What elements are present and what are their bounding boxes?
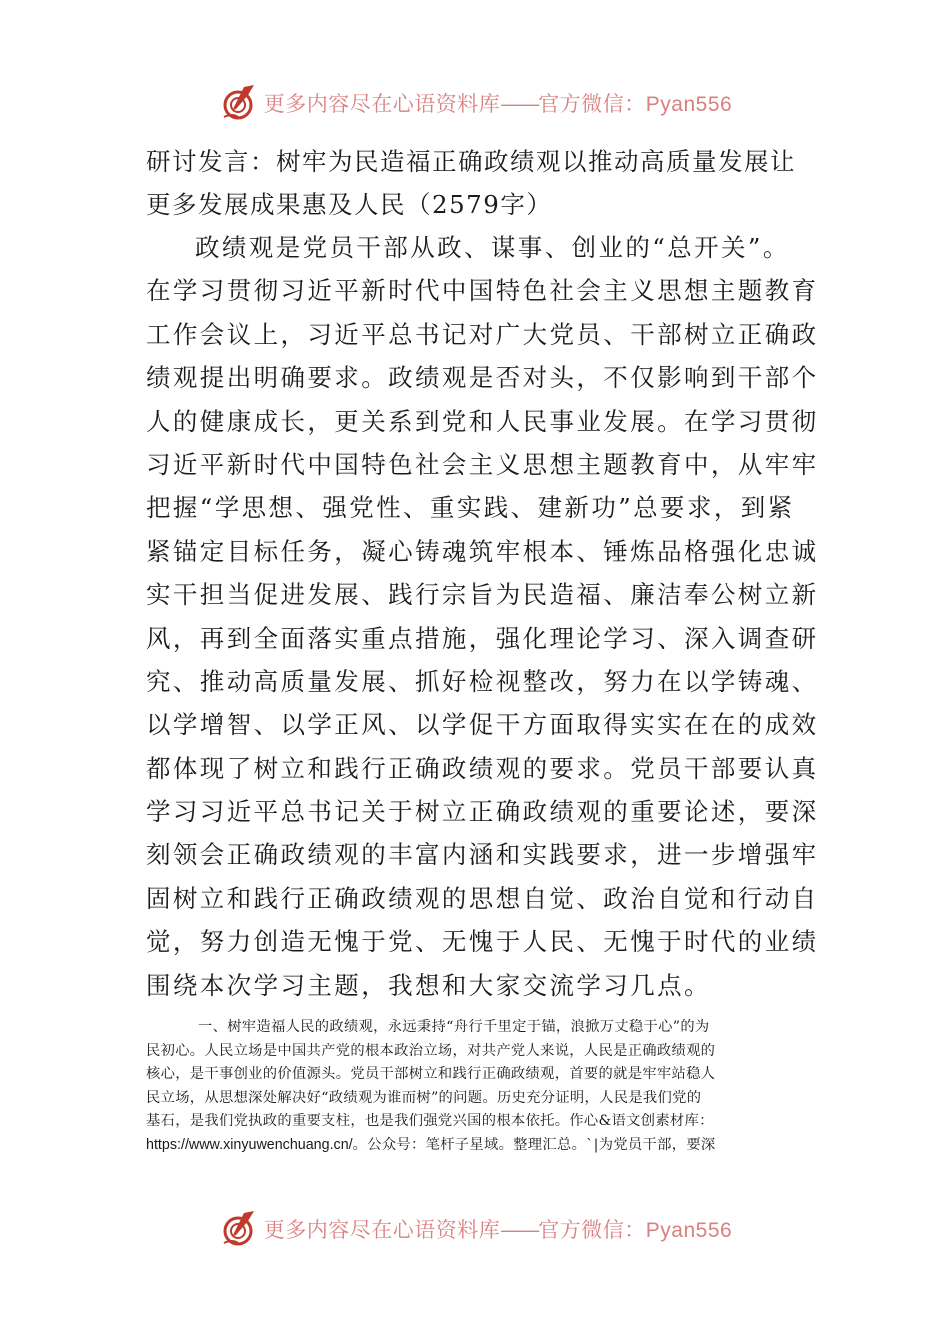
body-line: 风，再到全面落实重点措施，强化理论学习、深入调查研	[146, 623, 819, 653]
body-large-text	[146, 226, 826, 1007]
footer-banner	[0, 1204, 950, 1254]
banner-text	[264, 88, 732, 118]
banner-dash: ——	[500, 1218, 539, 1242]
body-line: 觉，努力创造无愧于党、无愧于人民、无愧于时代的业绩	[146, 927, 819, 957]
banner-main-text: 更多内容尽在心语资料库	[263, 92, 501, 116]
quill-logo-icon	[218, 1209, 258, 1249]
body-line: 学习习近平总书记关于树立正确政绩观的重要论述，要深	[146, 797, 819, 827]
small-line-last	[146, 1134, 811, 1158]
small-line: 民初心。人民立场是中国共产党的根本政治立场，对共产党人来说，人民是正确政绩观的	[146, 1042, 716, 1059]
body-line: 政绩观是党员干部从政、谋事、创业的“总开关”。	[195, 233, 790, 262]
body-line: 以学增智、以学正风、以学促干方面取得实实在在的成效	[146, 710, 819, 740]
banner-main-text: 更多内容尽在心语资料库	[263, 1218, 501, 1242]
small-line: 核心，是干事创业的价值源头。党员干部树立和践行正确政绩观，首要的就是牢牢站稳人	[146, 1066, 716, 1082]
body-line: 习近平新时代中国特色社会主义思想主题教育中，从牢牢	[146, 449, 819, 479]
header-banner	[0, 78, 950, 128]
body-small-text	[146, 1016, 811, 1157]
small-line-rest: 。公众号：笔杆子星域。整理汇总。`|为党员干部，要深	[352, 1136, 716, 1153]
banner-label: 官方微信：	[538, 1218, 646, 1242]
body-line: 工作会议上，习近平总书记对广大党员、干部树立正确政	[146, 319, 819, 349]
body-line: 人的健康成长，更关系到党和人民事业发展。在学习贯彻	[146, 406, 819, 436]
body-line: 刻领会正确政绩观的丰富内涵和实践要求，进一步增强牢	[146, 840, 819, 870]
banner-text	[264, 1214, 732, 1244]
banner-wechat-id: Pyan556	[645, 93, 733, 116]
body-line: 在学习贯彻习近平新时代中国特色社会主义思想主题教育	[146, 276, 819, 306]
body-line: 都体现了树立和践行正确政绩观的要求。党员干部要认真	[146, 753, 819, 783]
body-line: 绩观提出明确要求。政绩观是否对头，不仅影响到干部个	[146, 363, 819, 393]
body-line: 实干担当促进发展、践行宗旨为民造福、廉洁奉公树立新	[146, 580, 819, 610]
banner-label: 官方微信：	[538, 92, 646, 116]
small-line: 一、树牢造福人民的政绩观，永远秉持“舟行千里定于锚，浪掀万丈稳于心”的为	[198, 1019, 710, 1035]
body-line: 固树立和践行正确政绩观的思想自觉、政治自觉和行动自	[146, 883, 819, 913]
body-line: 围绕本次学习主题，我想和大家交流学习几点。	[146, 970, 711, 1000]
body-line: 紧锚定目标任务，凝心铸魂筑牢根本、锤炼品格强化忠诚	[146, 536, 819, 566]
banner-wechat-id: Pyan556	[645, 1219, 733, 1242]
body-line: 究、推动高质量发展、抓好检视整改，努力在以学铸魂、	[146, 666, 819, 696]
small-line: 民立场，从思想深处解决好“政绩观为谁而树”的问题。历史充分证明，人民是我们党的	[146, 1089, 702, 1106]
document-title: 研讨发言：树牢为民造福正确政绩观以推动高质量发展让更多发展成果惠及人民（2579字）	[146, 147, 796, 219]
source-url-link[interactable]: https://www.xinyuwenchuang.cn/	[146, 1136, 353, 1153]
quill-logo-icon	[218, 83, 258, 123]
banner-dash: ——	[500, 92, 539, 116]
small-line: 基石，是我们党执政的重要支柱，也是我们强党兴国的根本依托。作心&语文创素材库：	[146, 1113, 714, 1129]
body-line: 把握“学思想、强党性、重实践、建新功”总要求，到紧	[146, 493, 795, 523]
